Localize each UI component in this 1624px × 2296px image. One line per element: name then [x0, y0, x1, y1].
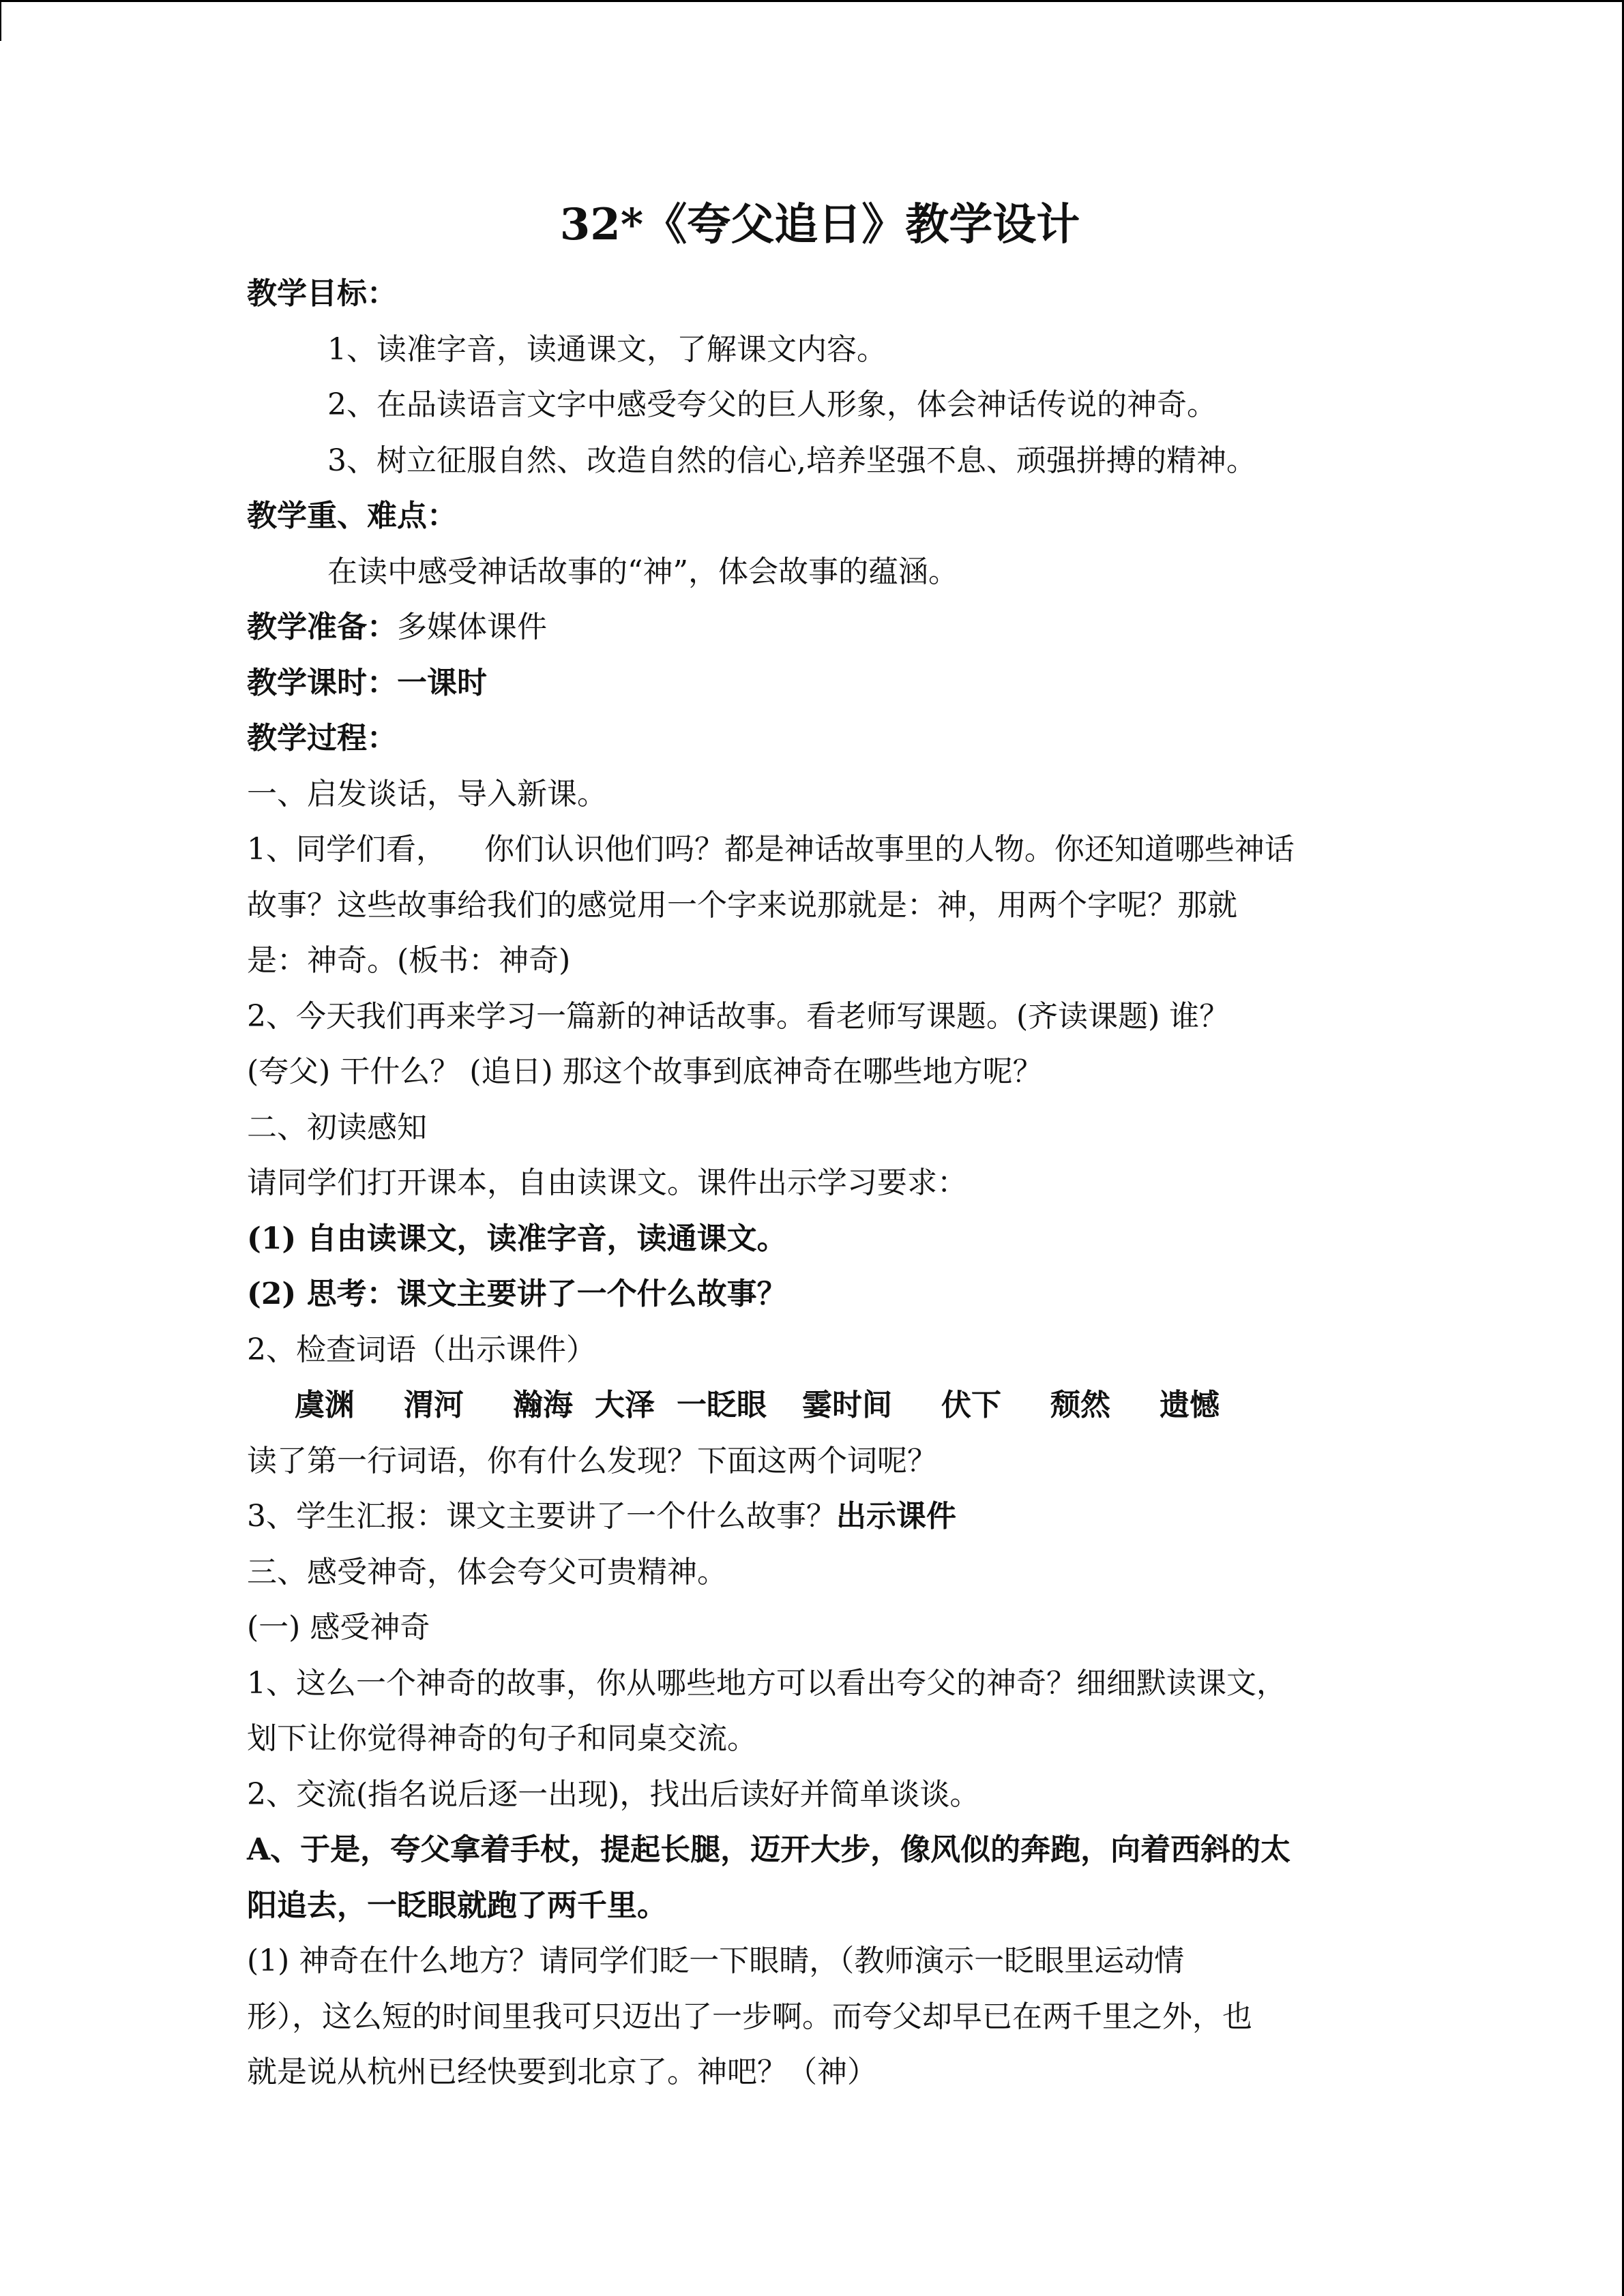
goal-item: 3、树立征服自然、改造自然的信心,培养坚强不息、顽强拼搏的精神。 [327, 443, 1256, 478]
key-points-text: 在读中感受神话故事的“神”，体会故事的蕴涵。 [327, 554, 958, 589]
paragraph-line: 请同学们打开课本，自由读课文。课件出示学习要求： [247, 1165, 967, 1200]
page-border-top [0, 0, 1624, 2]
paragraph-line: 2、交流(指名说后逐一出现)，找出后读好并简单谈谈。 [247, 1776, 980, 1812]
report-text: 3、学生汇报：课文主要讲了一个什么故事？ [247, 1499, 836, 1534]
key-points-heading: 教学重、难点： [247, 498, 457, 533]
vocab-word: 瀚海 [513, 1388, 573, 1422]
paragraph-line: 1、同学们看， 你们认识他们吗？都是神话故事里的人物。你还知道哪些神话 [247, 832, 1295, 867]
prep-value: 多媒体课件 [397, 610, 547, 644]
hours-label: 教学课时： [247, 665, 397, 700]
quote-line: A、于是，夸父拿着手杖，提起长腿，迈开大步，像风似的奔跑，向着西斜的太 [247, 1832, 1291, 1867]
page-title: 32*《夸父追日》教学设计 [559, 199, 1080, 250]
section-3-heading: 三、感受神奇，体会夸父可贵精神。 [247, 1554, 727, 1590]
section-2-heading: 二、初读感知 [247, 1109, 427, 1145]
vocab-word: 一眨眼 [677, 1388, 767, 1422]
requirement-2: (2) 思考：课文主要讲了一个什么故事？ [247, 1277, 787, 1311]
paragraph-line: (1) 神奇在什么地方？请同学们眨一下眼睛，（教师演示一眨眼里运动情 [247, 1943, 1185, 1978]
goal-item: 2、在品读语言文字中感受夸父的巨人形象，体会神话传说的神奇。 [327, 387, 1217, 422]
word-check-heading: 2、检查词语（出示课件） [247, 1332, 596, 1367]
subsection-heading: (一) 感受神奇 [247, 1610, 430, 1645]
vocab-word: 遗憾 [1160, 1388, 1220, 1422]
vocabulary-row [247, 1377, 1393, 1433]
vocab-word: 霎时间 [802, 1388, 892, 1422]
report-bold: 出示课件 [836, 1499, 956, 1534]
vocab-word: 大泽 [595, 1388, 655, 1422]
requirement-1: (1) 自由读课文，读准字音，读通课文。 [247, 1221, 787, 1256]
goals-heading: 教学目标： [247, 276, 397, 311]
paragraph-line: 读了第一行词语，你有什么发现？下面这两个词呢？ [247, 1443, 937, 1478]
paragraph-line: 2、今天我们再来学习一篇新的神话故事。看老师写课题。(齐读课题) 谁？ [247, 998, 1230, 1034]
process-heading: 教学过程： [247, 721, 397, 756]
paragraph-line: 1、这么一个神奇的故事，你从哪些地方可以看出夸父的神奇？细细默读课文， [247, 1665, 1286, 1701]
document-page [247, 184, 1393, 2100]
vocab-word: 伏下 [941, 1388, 1001, 1422]
hours-line [247, 655, 1393, 711]
vocab-word: 渭河 [404, 1388, 464, 1422]
paragraph-line: 形），这么短的时间里我可只迈出了一步啊。而夸父却早已在两千里之外，也 [247, 1999, 1252, 2034]
section-1-heading: 一、启发谈话，导入新课。 [247, 776, 607, 811]
prep-label: 教学准备： [247, 610, 397, 644]
prep-line [247, 599, 1393, 655]
quote-line: 阳追去，一眨眼就跑了两千里。 [247, 1888, 667, 1923]
page-border-left [0, 0, 1, 41]
paragraph-line: (夸父) 干什么？ (追日) 那这个故事到底神奇在哪些地方呢？ [247, 1054, 1043, 1089]
paragraph-line: 是：神奇。(板书：神奇) [247, 943, 571, 978]
vocab-word: 颓然 [1050, 1388, 1110, 1422]
paragraph-line: 划下让你觉得神奇的句子和同桌交流。 [247, 1721, 757, 1756]
goal-item: 1、读准字音，读通课文，了解课文内容。 [327, 331, 887, 367]
vocab-word: 虞渊 [295, 1388, 355, 1422]
paragraph-line: 就是说从杭州已经快要到北京了。神吧？（神） [247, 2055, 877, 2089]
hours-value: 一课时 [397, 665, 487, 700]
paragraph-line: 故事？这些故事给我们的感觉用一个字来说那就是：神，用两个字呢？那就 [247, 887, 1237, 923]
report-line [247, 1489, 1393, 1545]
